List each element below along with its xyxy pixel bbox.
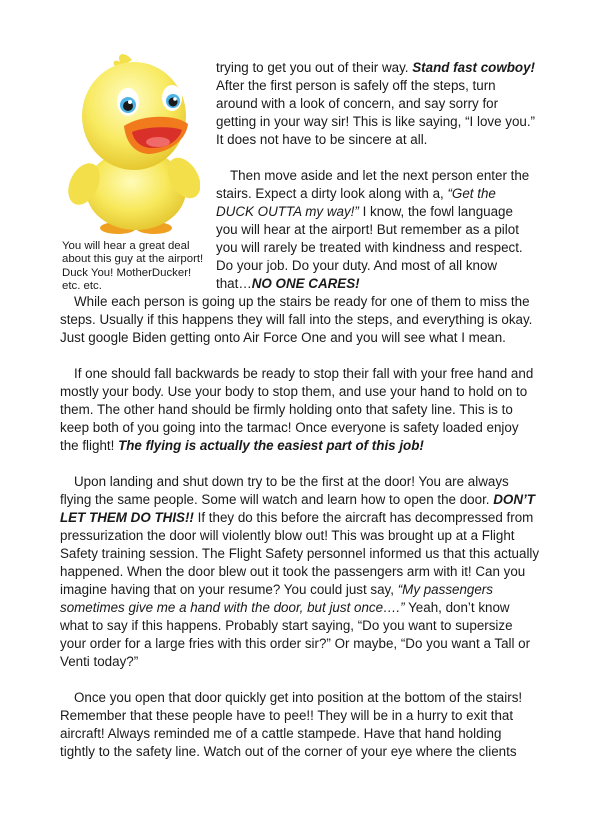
text-run: Yeah, don’t know what to say if this happens. Probably start saying, “Do you want to supersize your order for a large fries with this order sir?” Or maybe, “Do you want a Tall or Venti today?” — [60, 600, 531, 669]
text-run: If they do this before the aircraft has decompressed from pressurization the door will violently blow out! This was brought up at a Flight Safety training session. The Flight Safety personnel informed us that this actually happened. When the door blew out it took the passengers arm with it! Can you imagine having that on your resume? You could just say, — [60, 510, 540, 597]
paragraph — [60, 365, 540, 455]
quote-text: “Get the DUCK OUTTA my way!” — [216, 186, 496, 219]
text-run: After the first person is safely off the steps, turn around with a look of concern, and say sorry for getting in your way sir! This is like saying, “I love you.” It does not have to be sincere at all. — [216, 78, 536, 147]
text-run: Upon landing and shut down try to be the first at the door! You are always flying the same people. Some will watch and learn how to open the door. — [60, 474, 509, 507]
text-run: trying to get you out of their way. — [216, 60, 413, 75]
caption-line: You will hear a great deal — [62, 240, 190, 252]
body-text — [60, 293, 540, 761]
emphasis-text: The flying is actually the easiest part of this job! — [118, 438, 424, 453]
emphasis-text: Stand fast cowboy! — [412, 60, 536, 75]
paragraph: Once you open that door quickly get into position at the bottom of the stairs! Remember that these people have to pee!! They will be in a hurry to exit that aircraft! Always reminded me of a cattle stampede. Have that hand holding tightly to the safety line. Watch out of the corner of your eye where the clients — [60, 690, 523, 759]
paragraph — [216, 59, 536, 149]
rubber-duck-icon — [66, 50, 200, 236]
right-column-text — [216, 59, 536, 293]
caption-line: etc. etc. — [62, 280, 102, 293]
image-caption — [62, 240, 212, 294]
emphasis-text: NO ONE CARES! — [251, 276, 360, 291]
emphasis-text: DON’T LET THEM DO THIS!! — [60, 492, 535, 525]
text-run: I know, the fowl language you will hear at the airport! But remember as a pilot you will rarely be treated with kindness and respect. Do your job. Do your duty. And most of all know that… — [216, 204, 523, 291]
caption-line: Duck You! MotherDucker! — [62, 266, 192, 279]
paragraph — [60, 473, 540, 671]
text-run: If one should fall backwards be ready to stop their fall with your free hand and mostly your body. Use your body to stop them, and use your hand to hold on to them. The other hand should be firmly holding onto that safety line. This is to keep both of you going into the tarmac! Once everyone is safety loaded enjoy the flight! — [60, 366, 534, 453]
text-run: Then move aside and let the next person enter the stairs. Expect a dirty look along with a, — [216, 168, 530, 201]
paragraph — [216, 167, 536, 293]
paragraph: While each person is going up the stairs be ready for one of them to miss the steps. Usually if this happens they will fall into the steps, and everything is okay. Just google Biden getting onto Air Force One and you will see what I mean. — [60, 294, 533, 345]
caption-line: about this guy at the airport! — [62, 253, 204, 266]
quote-text: “My passengers sometimes give me a hand with the door, but just once….” — [60, 582, 493, 615]
